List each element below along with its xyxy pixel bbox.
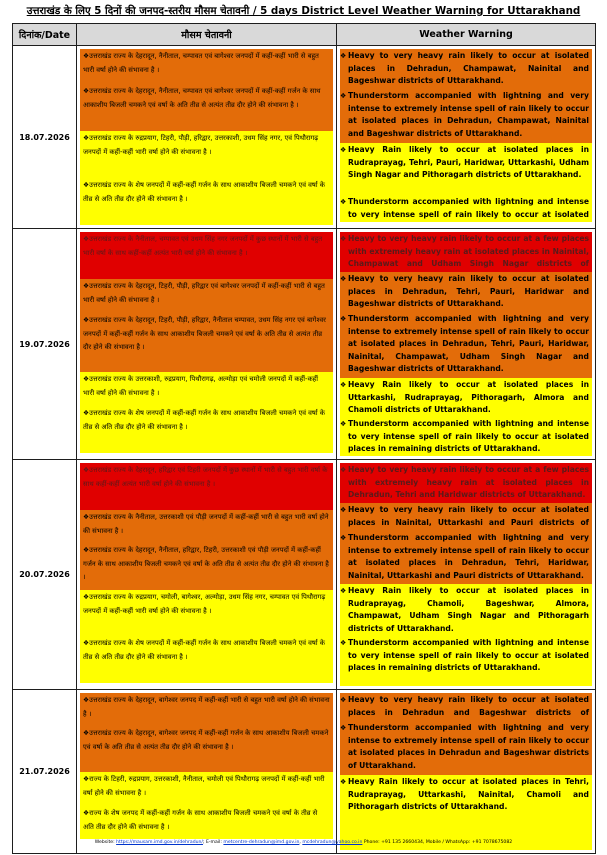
bullet-icon: ❖	[340, 420, 347, 428]
english-warning-cell	[337, 46, 596, 229]
date-column-header: दिनांक/Date	[13, 24, 77, 46]
hindi-warning-cell	[77, 46, 337, 229]
footer	[0, 840, 607, 845]
english-warning-item	[340, 531, 592, 584]
warning-row	[13, 460, 596, 690]
hindi-warning-item: ❖उत्तराखंड राज्य के शेष जनपदों में कहीं-कहीं गर्जन के साथ आकाशीय बिजली चमकने एवं वर्षा के तीव्र से अति तीव्र दौर होने की संभावना है ।	[80, 406, 333, 453]
row-date: 19.07.2026	[13, 229, 77, 460]
hindi-warning-cell	[77, 460, 337, 690]
footer-email-link-2[interactable]: mcdehradun@yahoo.co.in	[302, 840, 363, 845]
warning-table	[12, 23, 596, 854]
bullet-icon: ❖	[340, 198, 347, 206]
english-warning-text: Heavy to very heavy rain likely to occur at a few places with extremely heavy rain at isolated places in Dehradun, Tehri and Haridwar districts of Uttarakhand.	[348, 465, 589, 500]
english-warning-text: Thunderstorm accompanied with lightning and very intense to extremely intense spell of rain likely to occur at isolated places in Dehradun, Champawat, Nainital and Bageshwar districts of Uttarakhand.	[348, 91, 589, 138]
warning-row	[13, 690, 596, 854]
hindi-warning-item: ❖उत्तराखंड राज्य के नैनीताल, उत्तरकाशी एवं पौड़ी जनपदों में कहीं-कहीं भारी से बहुत भारी वर्षा होने की संभावना है ।	[80, 510, 333, 543]
hindi-warning-item: ❖उत्तराखंड राज्य के देहरादून, हरिद्वार एवं टिहरी जनपदों में कुछ स्थानों में भारी से बहुत भारी वर्षा के साथ कहीं-कहीं अत्यंत भारी वर्षा होने की संभावना है ।	[80, 463, 333, 510]
footer-website-label: Website:	[94, 840, 117, 845]
english-warning-text: Heavy to very heavy rain likely to occur at isolated places in Dehradun and Bageshwar districts of	[348, 695, 589, 717]
english-warning-item	[340, 721, 592, 775]
english-warning-item	[340, 272, 592, 312]
english-warning-item	[340, 143, 592, 195]
hindi-warning-item: ❖उत्तराखंड राज्य के शेष जनपदों में कहीं-कहीं गर्जन के साथ आकाशीय बिजली चमकने एवं वर्षा के तीव्र से अति तीव्र दौर होने की संभावना है ।	[80, 178, 333, 225]
hindi-warning-item: ❖उत्तराखंड राज्य के रुद्रप्रयाग, चमोली, बागेश्वर, अल्मोड़ा, उधम सिंह नगर, चम्पावत एवं पिथौरागढ़ जनपदों में कहीं-कहीं भारी वर्षा होने की संभावना है ।	[80, 590, 333, 636]
bullet-icon: ❖	[340, 506, 347, 514]
bullet-icon: ❖	[340, 235, 347, 243]
bullet-icon: ❖	[340, 381, 347, 389]
english-warning-item	[340, 195, 592, 222]
bullet-icon: ❖	[340, 534, 347, 542]
table-header-row	[13, 24, 596, 46]
english-warning-cell	[337, 460, 596, 690]
bullet-icon: ❖	[340, 696, 347, 704]
english-warning-text: Thunderstorm accompanied with lightning and intense to very intense spell of rain likely to occur at isolated places in remaining districts of Uttarakhand.	[348, 638, 589, 673]
english-warning-cell	[337, 690, 596, 854]
english-warning-item	[340, 417, 592, 456]
footer-email-link-1[interactable]: metcentre-dehradun@imd.gov.in	[223, 840, 300, 845]
hindi-warning-item: ❖उत्तराखंड राज्य के नैनीताल, चम्पावत एवं उधम सिंह नगर जनपदों में कुछ स्थानों में भारी से बहुत भारी वर्षा के साथ कहीं-कहीं अत्यंत भारी वर्षा होने की संभावना है ।	[80, 232, 333, 279]
english-warning-text: Heavy to very heavy rain likely to occur at a few places with extremely heavy rain at isolated places in Nainital, Champawat and Udham Singh Nagar districts of	[348, 234, 589, 269]
english-warning-item	[340, 312, 592, 378]
hindi-warning-item: ❖उत्तराखंड राज्य के देहरादून, टिहरी, पौड़ी, हरिद्वार एवं बागेश्वर जनपदों में कहीं-कहीं भारी से बहुत भारी वर्षा होने की संभावना है ।	[80, 279, 333, 313]
english-warning-item	[340, 503, 592, 531]
english-warning-item	[340, 49, 592, 89]
english-warning-cell	[337, 229, 596, 460]
english-warning-item	[340, 775, 592, 850]
english-warning-text: Heavy to very heavy rain likely to occur at isolated places in Dehradun, Tehri, Pauri, Haridwar and Bageshwar districts of Uttarakhand.	[348, 274, 589, 309]
hindi-warning-item: ❖उत्तराखंड राज्य के उत्तरकाशी, रुद्रप्रयाग, पिथौरागढ़, अल्मोड़ा एवं चमोली जनपदों में कहीं-कहीं भारी वर्षा होने की संभावना है ।	[80, 372, 333, 406]
english-warning-text: Thunderstorm accompanied with lightning and intense to very intense spell of rain likely to occur at isolated places in remaining districts of Uttarakhand.	[348, 419, 589, 454]
english-warning-text: Heavy to very heavy rain likely to occur at isolated places in Dehradun, Champawat, Nainital and Bageshwar districts of Uttarakhand.	[348, 51, 589, 86]
hindi-warning-item: ❖उत्तराखंड राज्य के शेष जनपदों में कहीं-कहीं गर्जन के साथ आकाशीय बिजली चमकने एवं वर्षा के तीव्र से अति तीव्र दौर होने की संभावना है ।	[80, 636, 333, 683]
bullet-icon: ❖	[340, 724, 347, 732]
bullet-icon: ❖	[340, 466, 347, 474]
hindi-warning-item: ❖उत्तराखंड राज्य के देहरादून, टिहरी, पौड़ी, हरिद्वार, नैनीताल चम्पावत, उधम सिंह नगर एवं बागेश्वर जनपदों में कहीं-कहीं गर्जन के साथ आकाशीय बिजली चमकने एवं वर्षा के अति तीव्र से अत्यंत तीव्र दौर होने की संभावना है ।	[80, 313, 333, 372]
english-warning-item	[340, 463, 592, 503]
footer-phone: Phone: +91 135 2660434, Mobile / WhatsApp: +91 7078675082	[362, 840, 513, 845]
row-date: 20.07.2026	[13, 460, 77, 690]
hindi-warning-item: ❖उत्तराखंड राज्य के देहरादून, नैनीताल, चम्पावत एवं बागेश्वर जनपदों में कहीं-कहीं गर्जन के साथ आकाशीय बिजली चमकने एवं वर्षा के अति तीव्र से अत्यंत तीव्र दौर होने की संभावना है ।	[80, 84, 333, 131]
footer-separator: ,	[299, 840, 303, 845]
row-date: 18.07.2026	[13, 46, 77, 229]
page-title: उत्तराखंड के लिए 5 दिनों की जनपद-स्तरीय मौसम चेतावनी / 5 days District Level Weather Warning for Uttarakhand	[26, 5, 581, 17]
hindi-warning-cell	[77, 229, 337, 460]
hindi-warning-item: ❖उत्तराखंड राज्य के देहरादून, बागेश्वर जनपद में कहीं-कहीं गर्जन के साथ आकाशीय बिजली चमकने एवं वर्षा के अति तीव्र से अत्यंत तीव्र दौर होने की संभावना है ।	[80, 726, 333, 772]
warning-row	[13, 46, 596, 229]
english-column-header: Weather Warning	[337, 24, 596, 46]
hindi-column-header: मौसम चेतावनी	[77, 24, 337, 46]
english-warning-text: Heavy Rain likely to occur at isolated places in Rudraprayag, Chamoli, Bageshwar, Almora, Champawat, Udham Singh Nagar and Pithoragarh districts of Uttarakhand.	[348, 586, 589, 633]
english-warning-text: Thunderstorm accompanied with lightning and very intense to extremely intense spell of rain likely to occur at isolated places in Dehradun, Tehri, Pauri, Haridwar, Nainital, Champawat, Udham Singh Nagar and Bageshwar districts of Uttarakhand.	[348, 314, 589, 374]
english-warning-text: Heavy to very heavy rain likely to occur at isolated places in Nainital, Uttarkashi and Pauri districts of	[348, 505, 589, 527]
english-warning-text: Heavy Rain likely to occur at isolated places in Rudraprayag, Tehri, Pauri, Haridwar, Uttarkashi, Udham Singh Nagar and Pithoragarh districts of Uttarakhand.	[348, 145, 589, 180]
bullet-icon: ❖	[340, 92, 347, 100]
bullet-icon: ❖	[340, 587, 347, 595]
hindi-warning-item: ❖राज्य के टिहरी, रुद्रप्रयाग, उत्तरकाशी, नैनीताल, चमोली एवं पिथौरागढ़ जनपदों में कहीं-कहीं भारी वर्षा होने की संभावना है ।	[80, 772, 333, 806]
row-date: 21.07.2026	[13, 690, 77, 854]
bullet-icon: ❖	[340, 52, 347, 60]
hindi-warning-item: ❖उत्तराखंड राज्य के देहरादून, बागेश्वर जनपद में कहीं-कहीं भारी से बहुत भारी वर्षा होने की संभावना है ।	[80, 693, 333, 726]
warning-row	[13, 229, 596, 460]
english-warning-item	[340, 89, 592, 143]
bullet-icon: ❖	[340, 146, 347, 154]
bullet-icon: ❖	[340, 778, 347, 786]
hindi-warning-item: ❖उत्तराखंड राज्य के रुद्रप्रयाग, टिहरी, पौड़ी, हरिद्वार, उत्तरकाशी, उधम सिंह नगर, एवं पिथौरागढ़ जनपदों में कहीं-कहीं भारी वर्षा होने की संभावना है ।	[80, 131, 333, 178]
bullet-icon: ❖	[340, 315, 347, 323]
english-warning-text: Heavy Rain likely to occur at isolated places in Tehri, Rudraprayag, Uttarkashi, Nainital, Chamoli and Pithoragarh districts of Uttarakhand.	[348, 777, 589, 812]
english-warning-item	[340, 636, 592, 686]
hindi-warning-item: ❖उत्तराखंड राज्य के देहरादून, नैनीताल, चम्पावत एवं बागेश्वर जनपदों में कहीं-कहीं भारी से बहुत भारी वर्षा होने की संभावना है ।	[80, 49, 333, 84]
footer-email-label: ; E-mail:	[202, 840, 224, 845]
footer-website-link[interactable]: https://mausam.imd.gov.in/dehradun/	[116, 840, 203, 845]
table-body	[13, 46, 596, 854]
english-warning-item	[340, 584, 592, 636]
english-warning-item	[340, 232, 592, 272]
english-warning-text: Thunderstorm accompanied with lightning and intense to very intense spell of rain likely to occur at isolated	[348, 197, 589, 219]
bullet-icon: ❖	[340, 639, 347, 647]
english-warning-text: Heavy Rain likely to occur at isolated places in Uttarkashi, Rudraprayag, Pithoragarh, Almora and Chamoli districts of Uttarakhand.	[348, 380, 589, 415]
hindi-warning-cell	[77, 690, 337, 854]
english-warning-item	[340, 693, 592, 721]
hindi-warning-item: ❖राज्य के शेष जनपद में कहीं-कहीं गर्जन के साथ आकाशीय बिजली चमकने एवं वर्षा के तीव्र से अति तीव्र दौर होने की संभावना है ।	[80, 806, 333, 839]
english-warning-text: Thunderstorm accompanied with lightning and very intense to extremely intense spell of rain likely to occur at isolated places in Dehradun and Bageshwar districts of Uttarakhand.	[348, 723, 589, 770]
english-warning-item	[340, 378, 592, 417]
bullet-icon: ❖	[340, 275, 347, 283]
hindi-warning-item: ❖उत्तराखंड राज्य के देहरादून, नैनीताल, हरिद्वार, टिहरी, उत्तरकाशी एवं पौड़ी जनपदों में कहीं-कहीं गर्जन के साथ आकाशीय बिजली चमकने एवं वर्षा के अति तीव्र से अत्यंत तीव्र दौर होने की संभावना है ।	[80, 543, 333, 590]
english-warning-text: Thunderstorm accompanied with lightning and very intense to extremely intense spell of rain likely to occur at isolated places in Dehradun, Tehri, Haridwar, Nainital, Uttarkashi and Pauri districts of Uttarakhand.	[348, 533, 589, 580]
